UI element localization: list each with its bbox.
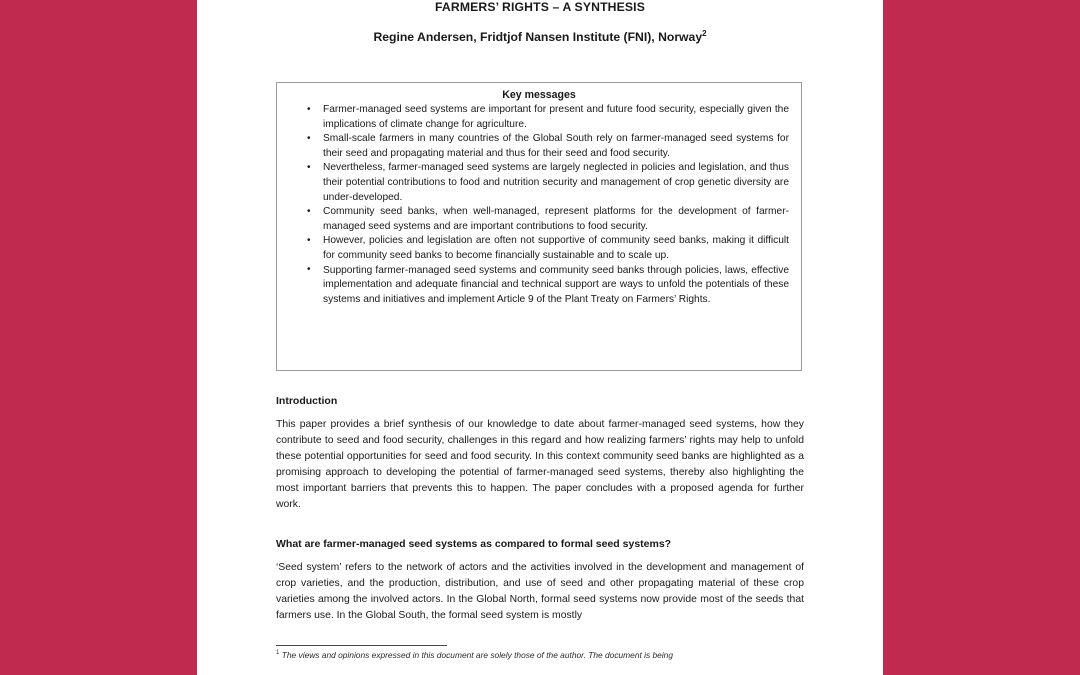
section-heading: Introduction	[276, 395, 338, 407]
document-page	[197, 0, 883, 675]
footnote-text	[276, 650, 804, 661]
author-footnote-marker: 2	[702, 28, 707, 38]
section-heading: What are farmer-managed seed systems as compared to formal seed systems?	[276, 538, 672, 550]
key-message-item: • Small-scale farmers in many countries of the Global South rely on farmer-managed seed systems for their seed and propagating material and thus for their seed and food security.	[307, 132, 789, 161]
section-introduction	[276, 395, 804, 514]
section-farmer-managed-seed-systems	[276, 538, 804, 624]
key-message-item: • Farmer-managed seed systems are important for present and future food security, especially given the implications of climate change for agriculture.	[307, 103, 789, 132]
footnote-marker: 1	[276, 649, 280, 657]
key-message-item: • Nevertheless, farmer-managed seed systems are largely neglected in policies and legislation, and thus their potential contributions to food and nutrition security and management of crop genetic diversity are under-developed.	[307, 161, 789, 205]
key-message-item: • Supporting farmer-managed seed systems and community seed banks through policies, laws, effective implementation and adequate financial and technical support are ways to unfold the potentials of these systems and initiatives and implement Article 9 of the Plant Treaty on Farmers’ Rights.	[307, 264, 789, 308]
footnote-body: The views and opinions expressed in this document are solely those of the author. The document is being	[281, 650, 673, 660]
key-messages-heading: Key messages	[502, 89, 576, 101]
document-author-line	[197, 30, 883, 44]
document-content	[197, 0, 883, 675]
key-message-item: • Community seed banks, when well-managed, represent platforms for the development of farmer-managed seed systems and are important contributions to food security.	[307, 205, 789, 234]
key-messages-box	[276, 82, 802, 371]
footnote-area	[276, 645, 804, 661]
key-messages-list	[277, 103, 801, 307]
document-title: FARMERS’ RIGHTS – A SYNTHESIS	[435, 0, 645, 14]
section-paragraph: ‘Seed system’ refers to the network of actors and the activities involved in the development and management of crop varieties, and the production, distribution, and use of seed and other propagating material of these crop varieties among the involved actors. In the Global North, formal seed systems now provide most of the seeds that farmers use. In the Global South, the formal seed system is mostly	[276, 562, 804, 622]
author-name-affiliation: Regine Andersen, Fridtjof Nansen Institute (FNI), Norway	[373, 30, 703, 44]
section-paragraph: This paper provides a brief synthesis of our knowledge to date about farmer-managed seed systems, how they contribute to seed and food security, challenges in this regard and how realizing farmers’ rights may help to unfold these potential opportunities for seed and food security. In this context community seed banks are highlighted as a promising approach to developing the potential of farmer-managed seed systems, thereby also highlighting the most important barriers that prevents this to happen. The paper concludes with a proposed agenda for further work.	[276, 419, 804, 511]
footnote-separator-rule	[276, 645, 447, 646]
key-message-item: • However, policies and legislation are often not supportive of community seed banks, making it difficult for community seed banks to become financially sustainable and to scale up.	[307, 234, 789, 263]
